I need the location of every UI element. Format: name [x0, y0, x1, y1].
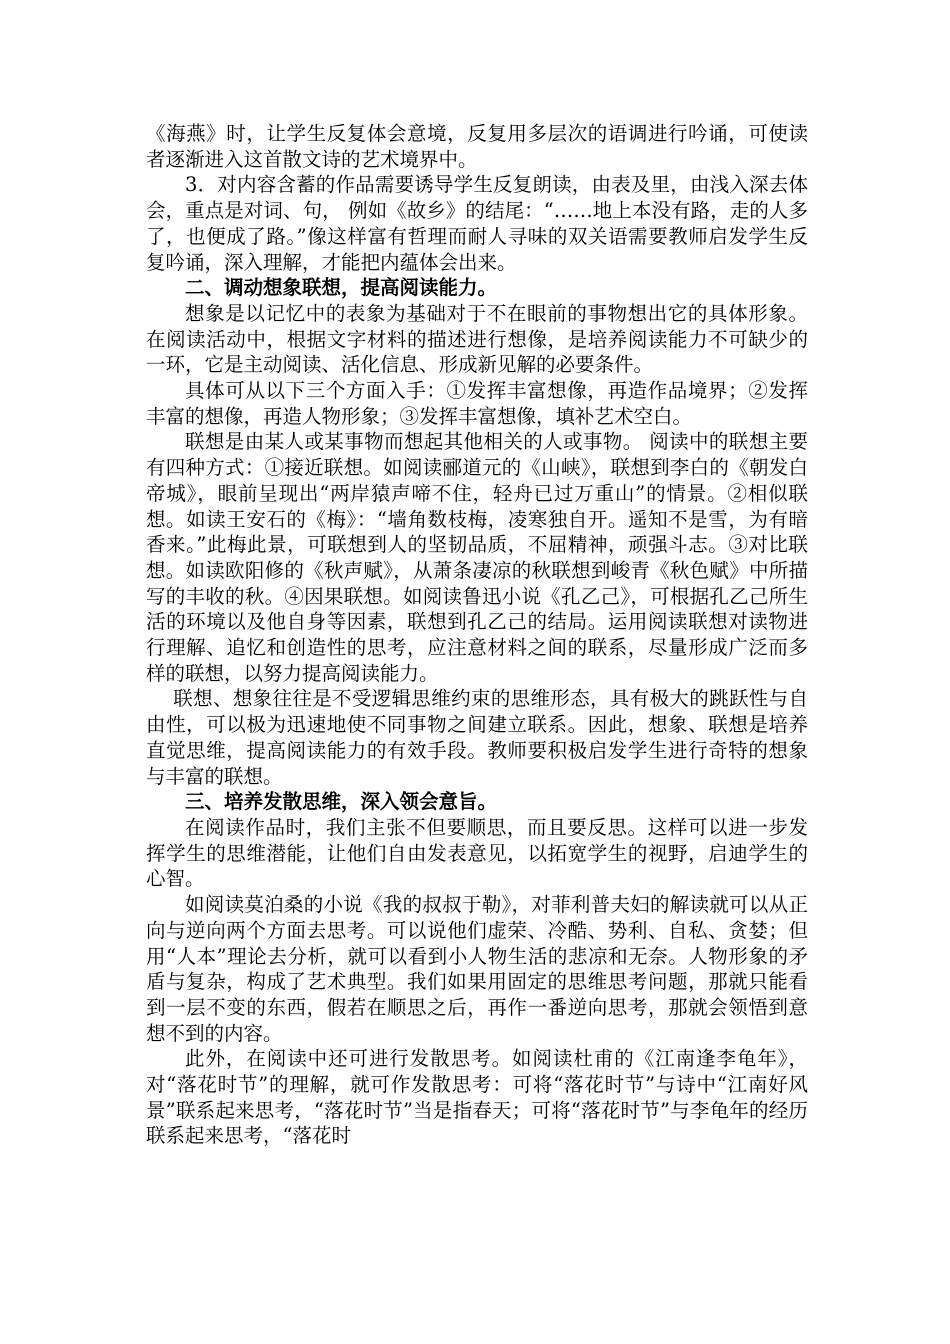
- paragraph: 3．对内容含蓄的作品需要诱导学生反复朗读，由表及里，由浅入深去体会，重点是对词、句， 例如《故乡》的结尾：“……地上本没有路，走的人多了，也便成了路。”像这样富有哲理而耐人寻味的双关语需要教师启发学生反复吟诵，深入理解，才能把内蕴体会出来。: [146, 173, 808, 274]
- section-heading: 三、培养发散思维，深入领会意旨。: [185, 790, 498, 814]
- section-heading: 二、调动想象联想，提高阅读能力。: [185, 276, 498, 300]
- document-page: [146, 121, 808, 1149]
- paragraph: 具体可从以下三个方面入手：①发挥丰富想像，再造作品境界；②发挥丰富的想像，再造人物形象；③发挥丰富想像，填补艺术空白。: [146, 379, 808, 428]
- paragraph: 《海燕》时，让学生反复体会意境，反复用多层次的语调进行吟诵，可使读者逐渐进入这首散文诗的艺术境界中。: [146, 122, 808, 171]
- paragraph: 联想是由某人或某事物而想起其他相关的人或事物。 阅读中的联想主要有四种方式：①接近联想。如阅读郦道元的《山峡》，联想到李白的《朝发白帝城》，眼前呈现出“两岸猿声啼不住，轻舟已过万重山”的情景。②相似联想。如读王安石的《梅》：“墙角数枝梅，凌寒独自开。遥知不是雪，为有暗香来。”此梅此景，可联想到人的坚韧品质，不屈精神，顽强斗志。③对比联想。如读欧阳修的《秋声赋》，从萧条凄凉的秋联想到峻青《秋色赋》中所描写的丰收的秋。④因果联想。如阅读鲁迅小说《孔乙己》，可根据孔乙己所生活的环境以及他自身等因素，联想到孔乙己的结局。运用阅读联想对读物进行理解、追忆和创造性的思考，应注意材料之间的联系，尽量形成广泛而多样的联想，以努力提高阅读能力。: [146, 430, 808, 685]
- paragraph: 此外，在阅读中还可进行发散思考。如阅读杜甫的《江南逢李龟年》，对“落花时节”的理解，就可作发散思考：可将“落花时节”与诗中“江南好风景”联系起来思考，“落花时节”当是指春天；可将“落花时节”与李龟年的经历联系起来思考，“落花时: [146, 1047, 808, 1148]
- paragraph: 联想、想象往往是不受逻辑思维约束的思维形态，具有极大的跳跃性与自由性，可以极为迅速地使不同事物之间建立联系。因此，想象、联想是培养直觉思维，提高阅读能力的有效手段。教师要积极启发学生进行奇特的想象与丰富的联想。: [146, 687, 808, 788]
- paragraph: 想象是以记忆中的表象为基础对于不在眼前的事物想出它的具体形象。在阅读活动中，根据文字材料的描述进行想像，是培养阅读能力不可缺少的一环，它是主动阅读、活化信息、形成新见解的必要条件。: [146, 301, 808, 377]
- paragraph: 在阅读作品时，我们主张不但要顺思，而且要反思。这样可以进一步发挥学生的思维潜能，让他们自由发表意见，以拓宽学生的视野，启迪学生的心智。: [146, 815, 808, 891]
- paragraph: 如阅读莫泊桑的小说《我的叔叔于勒》，对菲利普夫妇的解读就可以从正向与逆向两个方面去思考。可以说他们虚荣、冷酷、势利、自私、贪婪；但用“人本”理论去分析，就可以看到小人物生活的悲凉和无奈。人物形象的矛盾与复杂，构成了艺术典型。我们如果用固定的思维思考问题，那就只能看到一层不变的东西，假若在顺思之后，再作一番逆向思考，那就会领悟到意想不到的内容。: [146, 893, 808, 1045]
